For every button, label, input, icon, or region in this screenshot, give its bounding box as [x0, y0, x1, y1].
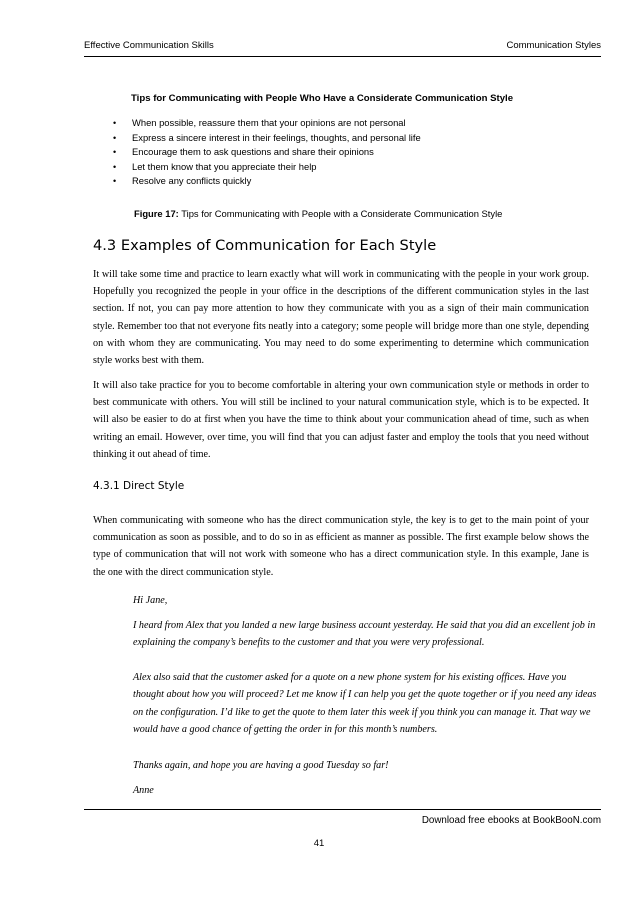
list-item	[100, 116, 421, 131]
header-book-title: Effective Communication Skills	[84, 40, 214, 51]
download-link[interactable]: Download free ebooks at BookBooN.com	[421, 815, 601, 826]
email-signature: Anne	[133, 785, 154, 796]
bullet-icon: •	[113, 118, 117, 128]
email-paragraph-3: Thanks again, and hope you are having a good Tuesday so far!	[133, 760, 389, 771]
section-heading: 4.3 Examples of Communication for Each Style	[93, 237, 437, 254]
bullet-icon: •	[113, 161, 117, 172]
tip-text: Express a sincere interest in their feelings, thoughts, and personal life	[132, 131, 421, 143]
header-chapter-title: Communication Styles	[506, 40, 601, 51]
figure-caption	[134, 208, 502, 219]
bullet-icon: •	[113, 132, 117, 143]
bullet-icon: •	[113, 147, 117, 158]
tip-text: Let them know that you appreciate their help	[132, 160, 317, 172]
subsection-paragraph: When communicating with someone who has the direct communication style, the key is to get to the main point of your communication as soon as possible, and to do so in as efficient as manner as possible. The first example below shows the type of communication that will not work with someone who has a direct communication style. In this example, Jane is the one with the direct communication style.	[93, 515, 589, 578]
list-item	[100, 131, 421, 146]
list-item	[100, 145, 421, 160]
bullet-icon: •	[113, 176, 117, 187]
tip-text: When possible, reassure them that your opinions are not personal	[132, 117, 406, 128]
footer-rule	[84, 809, 601, 810]
list-item	[100, 174, 421, 189]
email-paragraph-1: I heard from Alex that you landed a new large business account yesterday. He said that you did an excellent job in explaining the company’s benefits to the customer and that you were very professional.	[133, 620, 596, 649]
page-number: 41	[313, 838, 325, 849]
subsection-heading: 4.3.1 Direct Style	[93, 480, 185, 492]
tip-text: Encourage them to ask questions and share their opinions	[132, 146, 374, 158]
figure-caption-label: Figure 17:	[134, 208, 179, 219]
tips-box-title: Tips for Communicating with People Who Have a Considerate Communication Style	[131, 93, 514, 104]
tip-text: Resolve any conflicts quickly	[132, 175, 252, 187]
figure-caption-text: Tips for Communicating with People with a Considerate Communication Style	[178, 208, 503, 219]
header-rule	[84, 56, 601, 57]
email-greeting: Hi Jane,	[133, 595, 168, 606]
page-header	[84, 40, 601, 51]
tips-list	[100, 116, 421, 189]
section-paragraph-2: It will also take practice for you to become comfortable in altering your own communication style or methods in order to best communicate with others. You will still be inclined to your natural communication style, which is to be expected. It will also be easier to do at first when you have the time to think about your communication ahead of time, such as when writing an email. However, over time, you will find that you can adjust faster and employ the tools that you need without thinking it out ahead of time.	[93, 380, 589, 460]
section-paragraph-1: It will take some time and practice to learn exactly what will work in communicating with the people in your work group. Hopefully you recognized the people in your office in the descriptions of the different communication styles in the last section. If not, you can pay more attention to how they communicate with you as a sign of their main communication style. Remember too that not everyone fits neatly into a category; some people will bridge more than one style, depending on with whom they are communicating. You may need to do some experimenting to determine which communication style works best with them.	[93, 269, 589, 367]
list-item	[100, 160, 421, 175]
email-paragraph-2: Alex also said that the customer asked for a quote on a new phone system for his existing offices. Have you thought about how you will proceed? Let me know if I can help you get the quote together or if you need any ideas on the configuration. I’d like to get the quote to them later this week if you think you can manage it. That way we would have a good chance of getting the order in for this month’s numbers.	[133, 672, 597, 735]
